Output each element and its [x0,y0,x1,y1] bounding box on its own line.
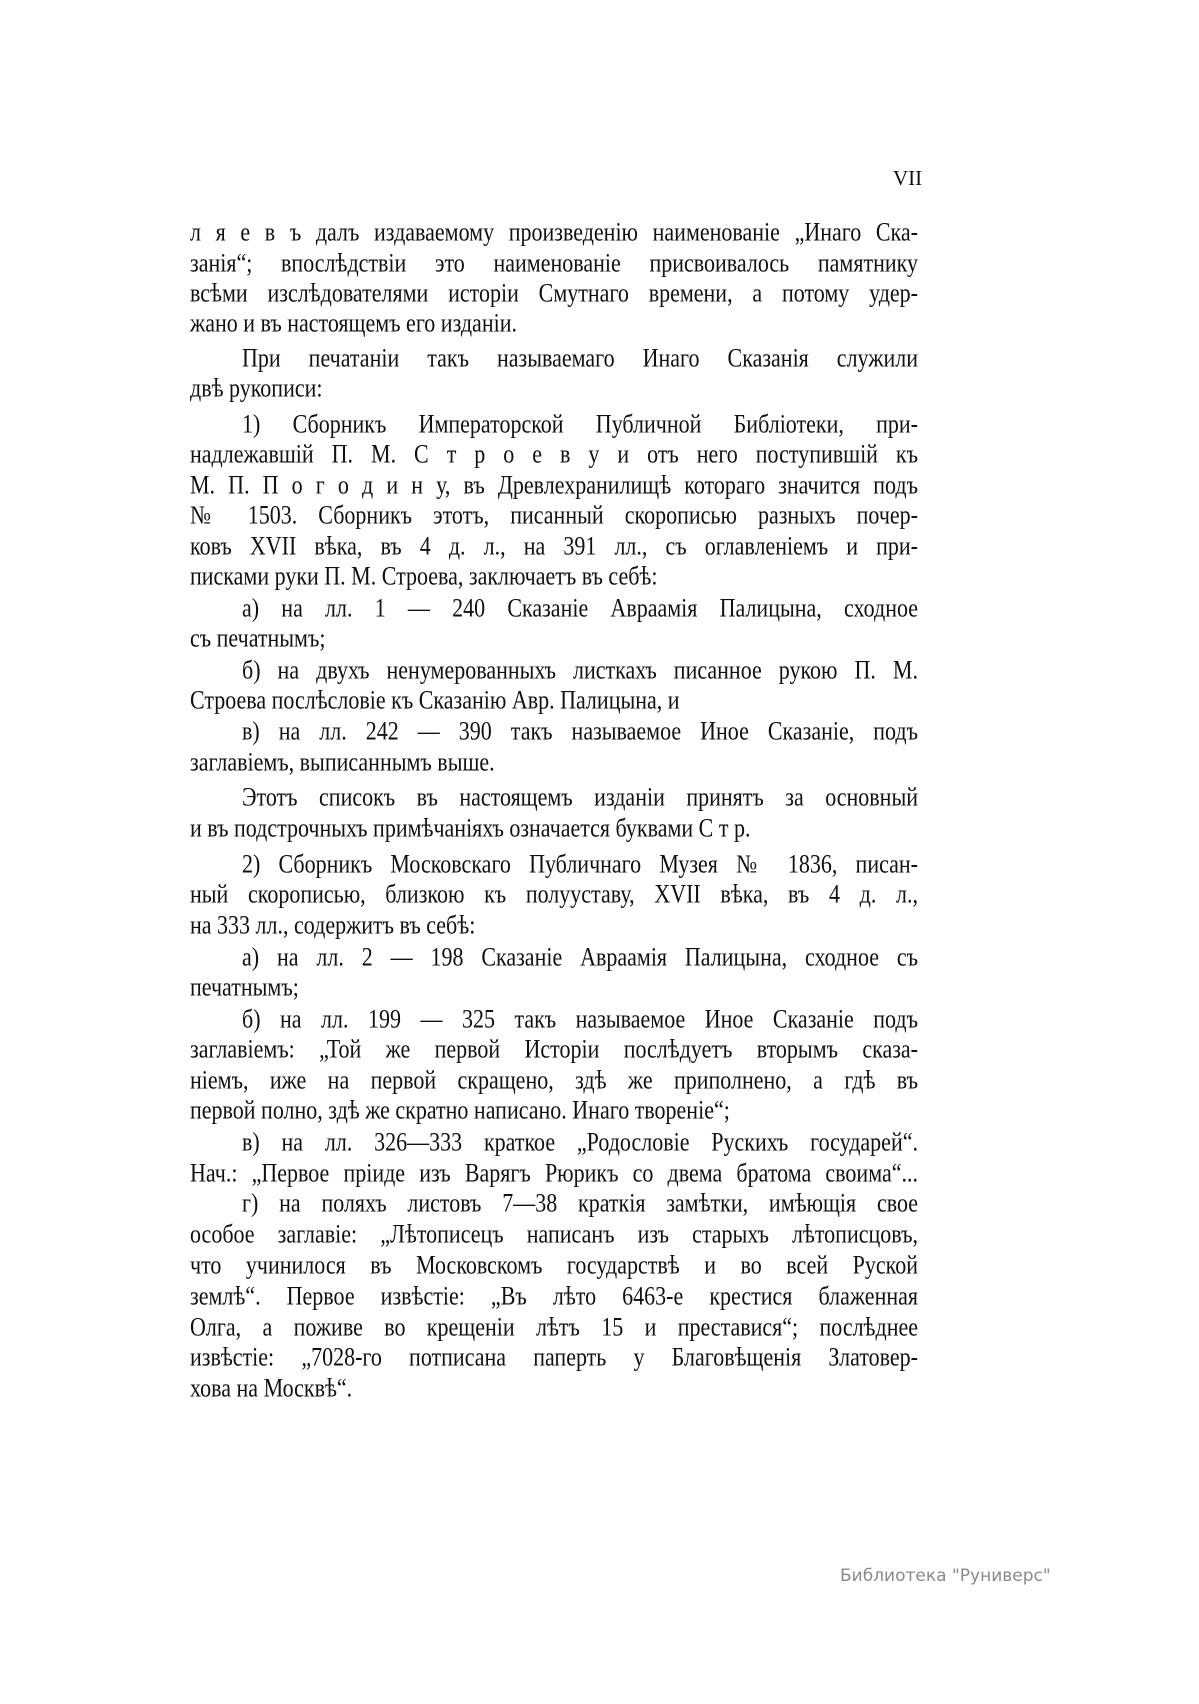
text-line: ный скорописью, близкою къ полууставу, XVII вѣка, въ 4 д. л., [190,878,918,909]
text-line: Нач.: „Первое пріиде изъ Варягъ Рюрикъ со двема братома своима“... [190,1157,918,1188]
text-line: печатнымъ; [190,971,299,1002]
text-line: в) на лл. 326—333 краткое „Родословіе Рускихъ государей“. [242,1126,918,1157]
text-line: При печатаніи такъ называемаго Инаго Сказанія служили [242,342,918,373]
text-line: жано и въ настоящемъ его изданіи. [190,307,517,338]
text-line: заглавіемъ, выписаннымъ выше. [190,746,495,777]
text-line: двѣ рукописи: [190,372,323,403]
text-line: а) на лл. 2 — 198 Сказаніе Авраамія Палицына, сходное съ [242,941,918,972]
text-line: г) на поляхъ листовъ 7—38 краткія замѣтки, имѣющія свое [242,1187,918,1218]
text-line: землѣ“. Первое извѣстіе: „Въ лѣто 6463-е крестися блаженная [190,1280,918,1311]
text-line: первой полно, здѣ же скратно написано. Инаго твореніе“; [190,1094,730,1125]
text-line: надлежавшій П. М. С т р о е в у и отъ него поступившій къ [190,438,918,469]
text-line: Этотъ списокъ въ настоящемъ изданіи принятъ за основный [242,781,918,812]
text-line: л я е в ъ далъ издаваемому произведенію наименованіе „Инаго Ска- [190,216,918,247]
text-line: ковъ XVII вѣка, въ 4 д. л., на 391 лл., съ оглавленіемъ и при- [190,530,918,561]
library-watermark: Библиотека "Руниверс" [840,1566,1051,1586]
text-line: в) на лл. 242 — 390 такъ называемое Иное Сказаніе, подъ [242,715,918,746]
text-line: Строева послѣсловіе къ Сказанію Авр. Палицына, и [190,684,680,715]
text-line: хова на Москвѣ“. [190,1372,353,1403]
text-line: а) на лл. 1 — 240 Сказаніе Авраамія Палицына, сходное [242,592,918,623]
text-line: 1) Сборникъ Императорской Публичной Библіотеки, при- [242,408,918,439]
text-line: особое заглавіе: „Лѣтописецъ написанъ изъ старыхъ лѣтописцовъ, [190,1218,918,1249]
text-line: писками руки П. М. Строева, заключаетъ въ себѣ: [190,560,658,591]
text-line: извѣстіе: „7028-го потписана паперть у Благовѣщенія Златовер- [190,1341,918,1372]
text-line: и въ подстрочныхъ примѣчаніяхъ означается буквами С т р. [190,812,751,843]
text-line: 2) Сборникъ Московскаго Публичнаго Музея № 1836, писан- [242,848,918,879]
text-line: б) на двухъ ненумерованныхъ листкахъ писанное рукою П. М. [242,654,918,685]
text-line: № 1503. Сборникъ этотъ, писанный скорописью разныхъ почер- [190,499,918,530]
page-number: VII [893,166,923,190]
text-line: М. П. П о г о д и н у, въ Древлехранилищѣ котораго значится подъ [190,469,918,500]
text-line: б) на лл. 199 — 325 такъ называемое Иное Сказаніе подъ [242,1003,918,1034]
text-line: на 333 лл., содержитъ въ себѣ: [190,909,476,940]
text-line: что учинилося въ Московскомъ государствѣ и во всей Руской [190,1249,918,1280]
text-line: занія“; впослѣдствіи это наименованіе присвоивалось памятнику [190,247,918,278]
text-line: съ печатнымъ; [190,622,326,653]
text-line: всѣми изслѣдователями исторіи Смутнаго времени, а потому удер- [190,277,918,308]
text-line: Олга, а поживе во крещеніи лѣтъ 15 и преставися“; послѣднее [190,1311,918,1342]
text-line: ніемъ, иже на первой скращено, здѣ же приполнено, а гдѣ въ [190,1064,918,1095]
text-line: заглавіемъ: „Той же первой Исторіи послѣдуетъ вторымъ сказа- [190,1033,918,1064]
